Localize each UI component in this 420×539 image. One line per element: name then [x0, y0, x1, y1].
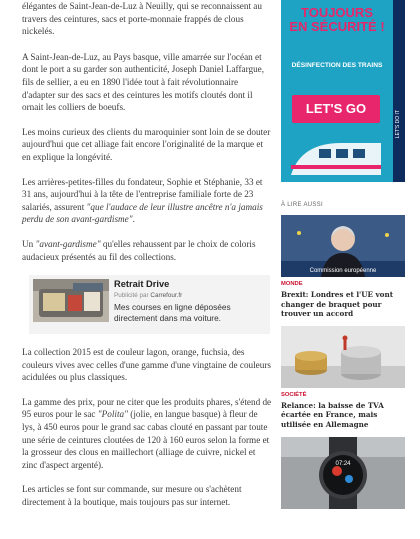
related-story[interactable]: [281, 437, 405, 509]
watch-time-display: 07:24: [335, 460, 351, 467]
article-paragraph: Les moins curieux des clients du maroquinier sont loin de se douter aujourd'hui que cet alliage fait encore l'originalité de la marque et en explique la longévité.: [22, 126, 271, 162]
article-paragraph: A Saint-Jean-de-Luz, au Pays basque, ville amarrée sur l'océan et dont le port a su garder son authenticité, Joseph Daniel Laffargue, fils de sellier, a eu en 1890 l'idée tout à fait révolutionnaire d'adapter sur des sacs et des ceintures les motifs cloutés dont il ornait les colliers de boeufs.: [22, 51, 265, 113]
ad-side-stripe: [393, 0, 405, 182]
article-text: Les arrières-petites-filles du fondateur, Sophie et Stéphanie, 33 et 31 ans, aujourd'hui à la tête de l'entreprise familiale forte de 23 salariés, assurent: [22, 176, 263, 212]
press-conference-photo[interactable]: [281, 215, 405, 277]
article-paragraph: [22, 176, 272, 226]
article-paragraph: La collection 2015 est de couleur lagon, orange, fuchsia, des couleurs vives avec celles d'une gamme d'une vingtaine de couleurs acidulées ou plus classiques.: [22, 347, 271, 383]
article-quote: "que l'audace de leur illustre ancêtre n'a jamais perdu de son avant-gardisme": [22, 201, 263, 225]
train-ad-banner[interactable]: [281, 0, 405, 182]
article-text: Un: [22, 238, 36, 249]
ad-headline-line: TOUJOURS: [301, 5, 373, 20]
story-category[interactable]: MONDE: [281, 281, 303, 287]
sidebar: [281, 0, 405, 509]
related-story[interactable]: [281, 215, 405, 277]
article-paragraph: Les articles se font sur commande, sur mesure ou s'achètent directement à la boutique, mais toujours pas sur internet.: [22, 484, 242, 508]
article-paragraph: [22, 238, 272, 263]
related-story[interactable]: [281, 326, 405, 430]
promo-sponsor: [114, 292, 182, 299]
article-text: (jolie, en langue basque) à fleur de lys, à 450 euros pour le grand sac cabas clouté en passant par toute une série de ceintures cloutées de 120 à 160 euros selon la forme et la grosseur des clous en maillechort (alliage de cuivre, nickel et zinc d'aspect argenté).: [22, 409, 270, 470]
promo-sponsor-name[interactable]: Carrefour.fr: [150, 292, 183, 300]
coins-figurine-photo[interactable]: [281, 326, 405, 388]
ad-subline: DÉSINFECTION DES TRAINS: [291, 62, 383, 69]
promo-title[interactable]: Retrait Drive: [114, 279, 170, 290]
ad-cta-button[interactable]: LET'S GO: [292, 95, 380, 123]
promo-sponsor-prefix: Publicité par: [114, 292, 151, 300]
article-quote: "Polita": [97, 409, 128, 420]
also-read-label: À LIRE AUSSI: [281, 202, 323, 208]
story-category[interactable]: SOCIÉTÉ: [281, 391, 307, 398]
story-title[interactable]: Relance: la baisse de TVA écartée en France, mais utilisée en Allemagne: [281, 400, 384, 429]
promo-thumbnail[interactable]: [33, 279, 109, 322]
ad-vertical-text: LET'S DO IT: [395, 110, 401, 139]
article-quote: "avant-gardisme": [35, 238, 101, 249]
train-icon: [281, 135, 393, 182]
article-paragraph: élégantes de Saint-Jean-de-Luz à Neuilly, qui se reconnaissent au travers des ceintures, sacs et porte-monnaie frappés de clous nickelés.: [22, 1, 262, 37]
smartwatch-photo[interactable]: [281, 437, 405, 509]
article-body: [22, 0, 272, 521]
sponsored-promo[interactable]: [29, 275, 270, 334]
ad-headline-line: EN SÉCURITÉ !: [289, 19, 385, 34]
related-story[interactable]: [281, 281, 405, 319]
promo-description[interactable]: Mes courses en ligne déposées directement dans ma voiture.: [114, 302, 231, 324]
article-text: .: [132, 214, 135, 225]
car-trunk-image: [33, 279, 109, 322]
photo-caption: Commission européenne: [309, 268, 377, 274]
article-paragraph: [22, 396, 272, 472]
article-text: La gamme des prix, pour ne citer que les produits phares, s'étend de 95 euros pour le sac: [22, 396, 272, 420]
story-title[interactable]: Brexit: Londres et l'UE vont changer de braquet pour trouver un accord: [281, 290, 394, 319]
ad-headline: [281, 6, 393, 34]
article-text: qu'elles rehaussent par le choix de coloris audacieux présentés au fil des collections.: [22, 238, 256, 262]
